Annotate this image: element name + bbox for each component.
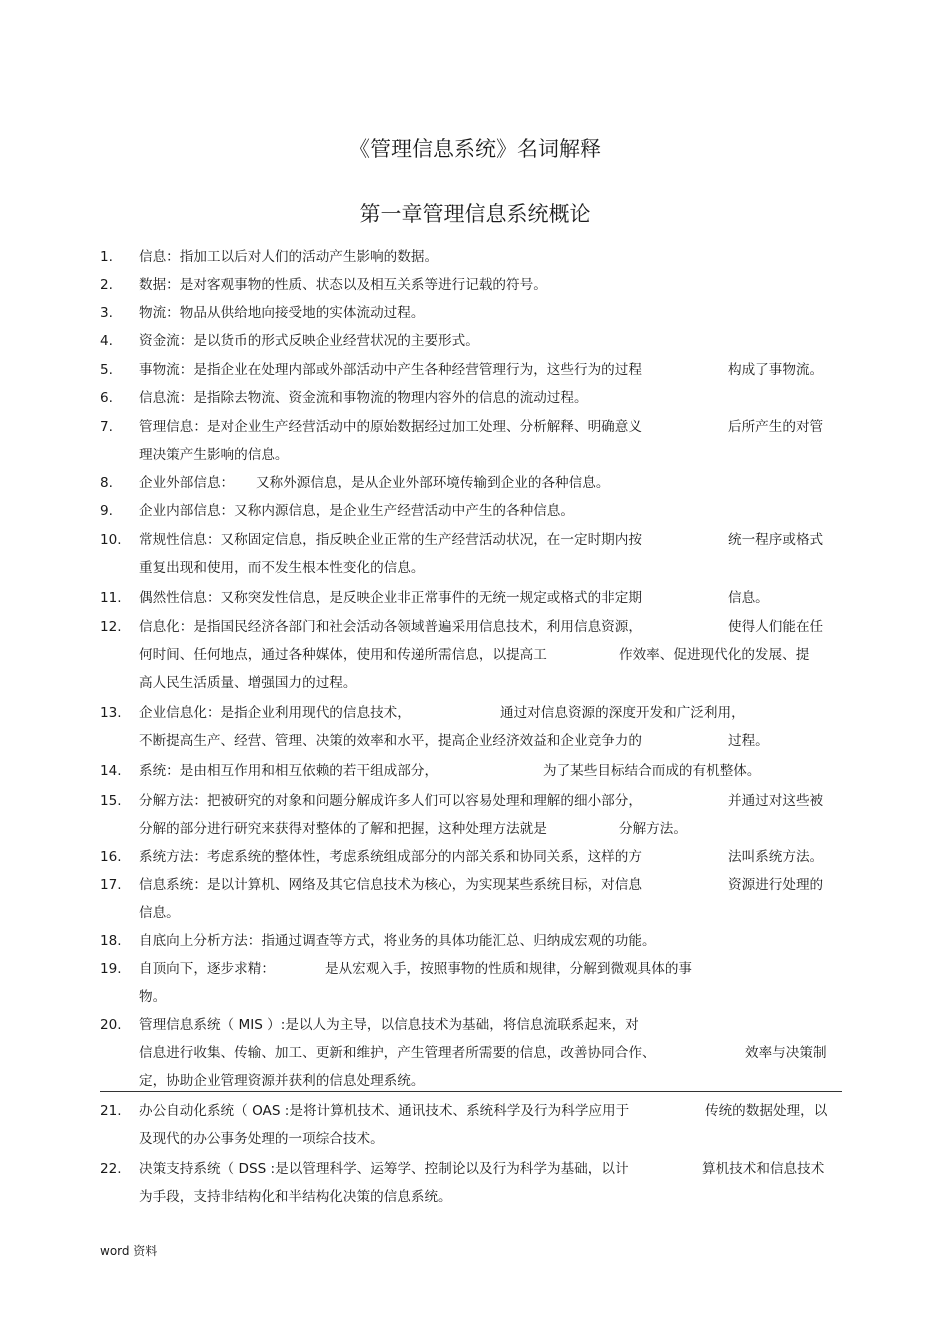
item-text: 系统：是由相互作用和相互依赖的若干组成部分， [139, 763, 439, 779]
list-item [100, 1097, 835, 1153]
list-item [100, 927, 835, 955]
item-text: 分解方法：把被研究的对象和问题分解成许多人们可以容易处理和理解的细小部分， [139, 793, 642, 809]
item-text: 信息。 [139, 905, 180, 921]
item-text: 事物流：是指企业在处理内部或外部活动中产生各种经营管理行为，这些行为的过程 [139, 362, 642, 378]
list-item [100, 613, 835, 697]
list-item [100, 384, 835, 412]
item-number: 16. [100, 849, 122, 865]
item-text: 管理信息：是对企业生产经营活动中的原始数据经过加工处理、分析解释、明确意义 [139, 419, 642, 435]
list-item [100, 469, 835, 497]
item-number: 10. [100, 532, 122, 548]
item-text: 高人民生活质量、增强国力的过程。 [139, 675, 357, 691]
list-item [100, 497, 835, 525]
list-item [100, 413, 835, 469]
list-item [100, 526, 835, 582]
footer-note: word 资料 [100, 1244, 158, 1258]
list-item [100, 787, 835, 843]
item-number: 2. [100, 277, 113, 293]
list-item [100, 299, 835, 327]
item-text: 资金流：是以货币的形式反映企业经营状况的主要形式。 [139, 333, 479, 349]
item-text: 信息进行收集、传输、加工、更新和维护，产生管理者所需要的信息，改善协同合作、 [139, 1045, 656, 1061]
item-number: 3. [100, 305, 113, 321]
item-text-continuation: 资源进行处理的 [728, 877, 824, 893]
item-number: 13. [100, 705, 122, 721]
item-text-continuation: 构成了事物流。 [728, 362, 824, 378]
divider-line [100, 1091, 842, 1092]
list-item [100, 356, 835, 384]
item-text-continuation: 算机技术和信息技术 [702, 1161, 825, 1177]
item-text: 及现代的办公事务处理的一项综合技术。 [139, 1131, 384, 1147]
item-number: 18. [100, 933, 122, 949]
item-text: 偶然性信息：又称突发性信息，是反映企业非正常事件的无统一规定或格式的非定期 [139, 590, 642, 606]
item-text: 何时间、任何地点，通过各种媒体，使用和传递所需信息，以提高工 [139, 647, 547, 663]
item-number: 19. [100, 961, 122, 977]
item-number: 8. [100, 475, 113, 491]
item-number: 22. [100, 1161, 122, 1177]
item-number: 7. [100, 419, 113, 435]
item-text: 重复出现和使用，而不发生根本性变化的信息。 [139, 560, 425, 576]
item-number: 4. [100, 333, 113, 349]
item-text: 自顶向下，逐步求精： [139, 961, 275, 977]
item-number: 12. [100, 619, 122, 635]
chapter-heading: 第一章管理信息系统概论 [359, 202, 591, 226]
item-number: 5. [100, 362, 113, 378]
item-number: 1. [100, 249, 113, 265]
item-text: 决策支持系统（ DSS :是以管理科学、运筹学、控制论以及行为科学为基础，以计 [139, 1161, 629, 1177]
list-item [100, 871, 835, 927]
item-number: 9. [100, 503, 113, 519]
item-text-continuation: 为了某些目标结合而成的有机整体。 [543, 763, 761, 779]
list-item [100, 327, 835, 355]
item-text-continuation: 使得人们能在任 [728, 619, 824, 635]
item-text: 常规性信息：又称固定信息，指反映企业正常的生产经营活动状况，在一定时期内按 [139, 532, 642, 548]
item-text-continuation: 后所产生的对管 [728, 419, 824, 435]
item-text-continuation: 通过对信息资源的深度开发和广泛利用， [500, 705, 745, 721]
item-text-continuation: 并通过对这些被 [728, 793, 824, 809]
item-text: 信息：指加工以后对人们的活动产生影响的数据。 [139, 249, 439, 265]
item-text-continuation: 分解方法。 [619, 821, 687, 837]
item-text: 理决策产生影响的信息。 [139, 447, 289, 463]
item-text: 企业内部信息：又称内源信息，是企业生产经营活动中产生的各种信息。 [139, 503, 574, 519]
item-text: 为手段，支持非结构化和半结构化决策的信息系统。 [139, 1189, 452, 1205]
item-text-continuation: 是从宏观入手，按照事物的性质和规律，分解到微观具体的事 [325, 961, 693, 977]
item-text-continuation: 过程。 [728, 733, 769, 749]
item-text: 信息化：是指国民经济各部门和社会活动各领域普遍采用信息技术，利用信息资源， [139, 619, 642, 635]
document-title: 《管理信息系统》名词解释 [349, 137, 601, 161]
item-text: 定，协助企业管理资源并获利的信息处理系统。 [139, 1073, 425, 1089]
list-item [100, 584, 835, 612]
list-item [100, 699, 835, 755]
item-text: 自底向上分析方法：指通过调查等方式，将业务的具体功能汇总、归纳成宏观的功能。 [139, 933, 656, 949]
item-number: 11. [100, 590, 122, 606]
item-text: 分解的部分进行研究来获得对整体的了解和把握，这种处理方法就是 [139, 821, 547, 837]
item-text: 管理信息系统（ MIS ）:是以人为主导，以信息技术为基础，将信息流联系起来，对 [139, 1017, 639, 1033]
item-text-continuation: 作效率、促进现代化的发展、提 [619, 647, 810, 663]
item-text: 企业外部信息： [139, 475, 235, 491]
item-number: 14. [100, 763, 122, 779]
item-text: 不断提高生产、经营、管理、决策的效率和水平，提高企业经济效益和企业竞争力的 [139, 733, 642, 749]
item-number: 20. [100, 1017, 122, 1033]
item-text-continuation: 法叫系统方法。 [728, 849, 824, 865]
item-number: 17. [100, 877, 122, 893]
item-number: 6. [100, 390, 113, 406]
item-text: 系统方法：考虑系统的整体性，考虑系统组成部分的内部关系和协同关系，这样的方 [139, 849, 642, 865]
item-text-continuation: 又称外源信息，是从企业外部环境传输到企业的各种信息。 [256, 475, 610, 491]
item-text: 信息系统：是以计算机、网络及其它信息技术为核心，为实现某些系统目标，对信息 [139, 877, 642, 893]
item-text: 办公自动化系统（ OAS :是将计算机技术、通讯技术、系统科学及行为科学应用于 [139, 1103, 630, 1119]
list-item [100, 843, 835, 871]
item-text: 数据：是对客观事物的性质、状态以及相互关系等进行记载的符号。 [139, 277, 547, 293]
list-item [100, 271, 835, 299]
item-text-continuation: 效率与决策制 [745, 1045, 827, 1061]
list-item [100, 1155, 835, 1211]
item-text: 企业信息化：是指企业利用现代的信息技术， [139, 705, 411, 721]
list-item [100, 1011, 835, 1095]
item-text: 物流：物品从供给地向接受地的实体流动过程。 [139, 305, 425, 321]
list-item [100, 757, 835, 785]
item-text-continuation: 统一程序或格式 [728, 532, 824, 548]
list-item [100, 955, 835, 1011]
item-number: 21. [100, 1103, 122, 1119]
list-item [100, 243, 835, 271]
item-number: 15. [100, 793, 122, 809]
item-text-continuation: 信息。 [728, 590, 769, 606]
item-text: 信息流：是指除去物流、资金流和事物流的物理内容外的信息的流动过程。 [139, 390, 588, 406]
item-text: 物。 [139, 989, 167, 1005]
item-text-continuation: 传统的数据处理，以 [705, 1103, 828, 1119]
